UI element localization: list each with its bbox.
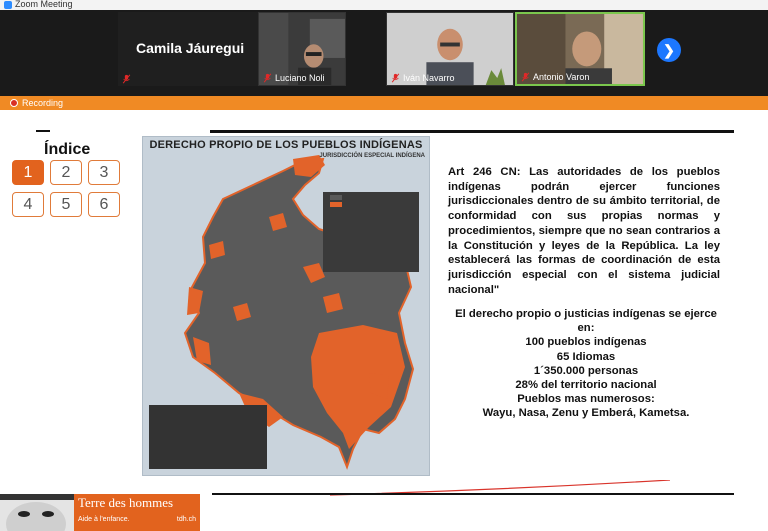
mic-muted-icon (521, 72, 530, 82)
logo-tagline: Aide à l'enfance. (78, 516, 130, 523)
recording-bar (0, 96, 768, 110)
participant-name: Iván Navarro (403, 73, 455, 83)
divider (36, 130, 50, 132)
divider (212, 493, 734, 495)
legend-row (326, 195, 416, 200)
indice-button-1[interactable]: 1 (12, 160, 44, 185)
map-title: DERECHO PROPIO DE LOS PUEBLOS INDÍGENAS (149, 139, 423, 151)
indice-button-4[interactable]: 4 (12, 192, 44, 217)
indice-button-3[interactable]: 3 (88, 160, 120, 185)
participant-tile-antonio[interactable] (515, 12, 645, 86)
participant-tile-luciano[interactable] (258, 12, 346, 86)
facts-intro: El derecho propio o justicias indígenas se ejerce en: (455, 308, 717, 335)
fact-line: 1´350.000 personas (533, 364, 639, 377)
recording-label: Recording (22, 98, 64, 108)
divider (210, 130, 734, 133)
logo-url: tdh.ch (176, 516, 196, 523)
participant-tile-camila[interactable] (118, 12, 258, 86)
fact-line: 28% del territorio nacional (515, 379, 657, 392)
map-legend (323, 192, 419, 272)
chevron-right-icon: ❯ (663, 42, 675, 58)
indice-button-5[interactable]: 5 (50, 192, 82, 217)
legend-row (326, 202, 416, 207)
shared-slide (0, 110, 768, 531)
mic-muted-icon (263, 73, 272, 83)
logo-brand (74, 494, 200, 531)
fact-line: 65 Idiomas (556, 350, 616, 363)
indice-button-2[interactable]: 2 (50, 160, 82, 185)
mic-muted-icon (122, 74, 131, 84)
facts-block (448, 307, 724, 421)
participant-name: Camila Jáuregui (136, 40, 245, 56)
indice-title: Índice (44, 141, 91, 158)
fact-line: 100 pueblos indígenas (525, 336, 647, 349)
window-title: Zoom Meeting (15, 0, 73, 9)
colombia-map (142, 136, 430, 476)
indice-button-6[interactable]: 6 (88, 192, 120, 217)
window-title-bar (0, 0, 768, 10)
zoom-app-icon (4, 1, 12, 9)
mic-muted-icon (391, 73, 400, 83)
fact-line: Wayu, Nasa, Zenu y Emberá, Kametsa. (482, 407, 690, 420)
recording-icon (10, 99, 18, 107)
map-subtitle: JURISDICCIÓN ESPECIAL INDÍGENA (319, 153, 425, 159)
participant-strip (0, 10, 768, 96)
fact-line: Pueblos mas numerosos: (517, 393, 655, 406)
participant-tile-ivan[interactable] (386, 12, 514, 86)
terre-des-hommes-logo (0, 494, 200, 531)
logo-name: Terre des hommes (78, 495, 174, 510)
article-246-text: Art 246 CN: Las autoridades de los pueblos indígenas podrán ejercer funciones jurisdiccionales dentro de su ámbito territorial, de conformidad con sus propias normas y procedimientos, siempre que no sean contrarios a la Constitución y leyes de la República. La ley establecerá las formas de coordinación de esta jurisdicción especial con el sistema judicial nacional" (448, 166, 720, 296)
participant-name: Luciano Noli (275, 73, 325, 83)
map-info-box (149, 405, 267, 469)
logo-face-image (0, 494, 74, 531)
next-participants-button[interactable] (657, 38, 681, 62)
participant-name: Antonio Varon (533, 72, 590, 82)
